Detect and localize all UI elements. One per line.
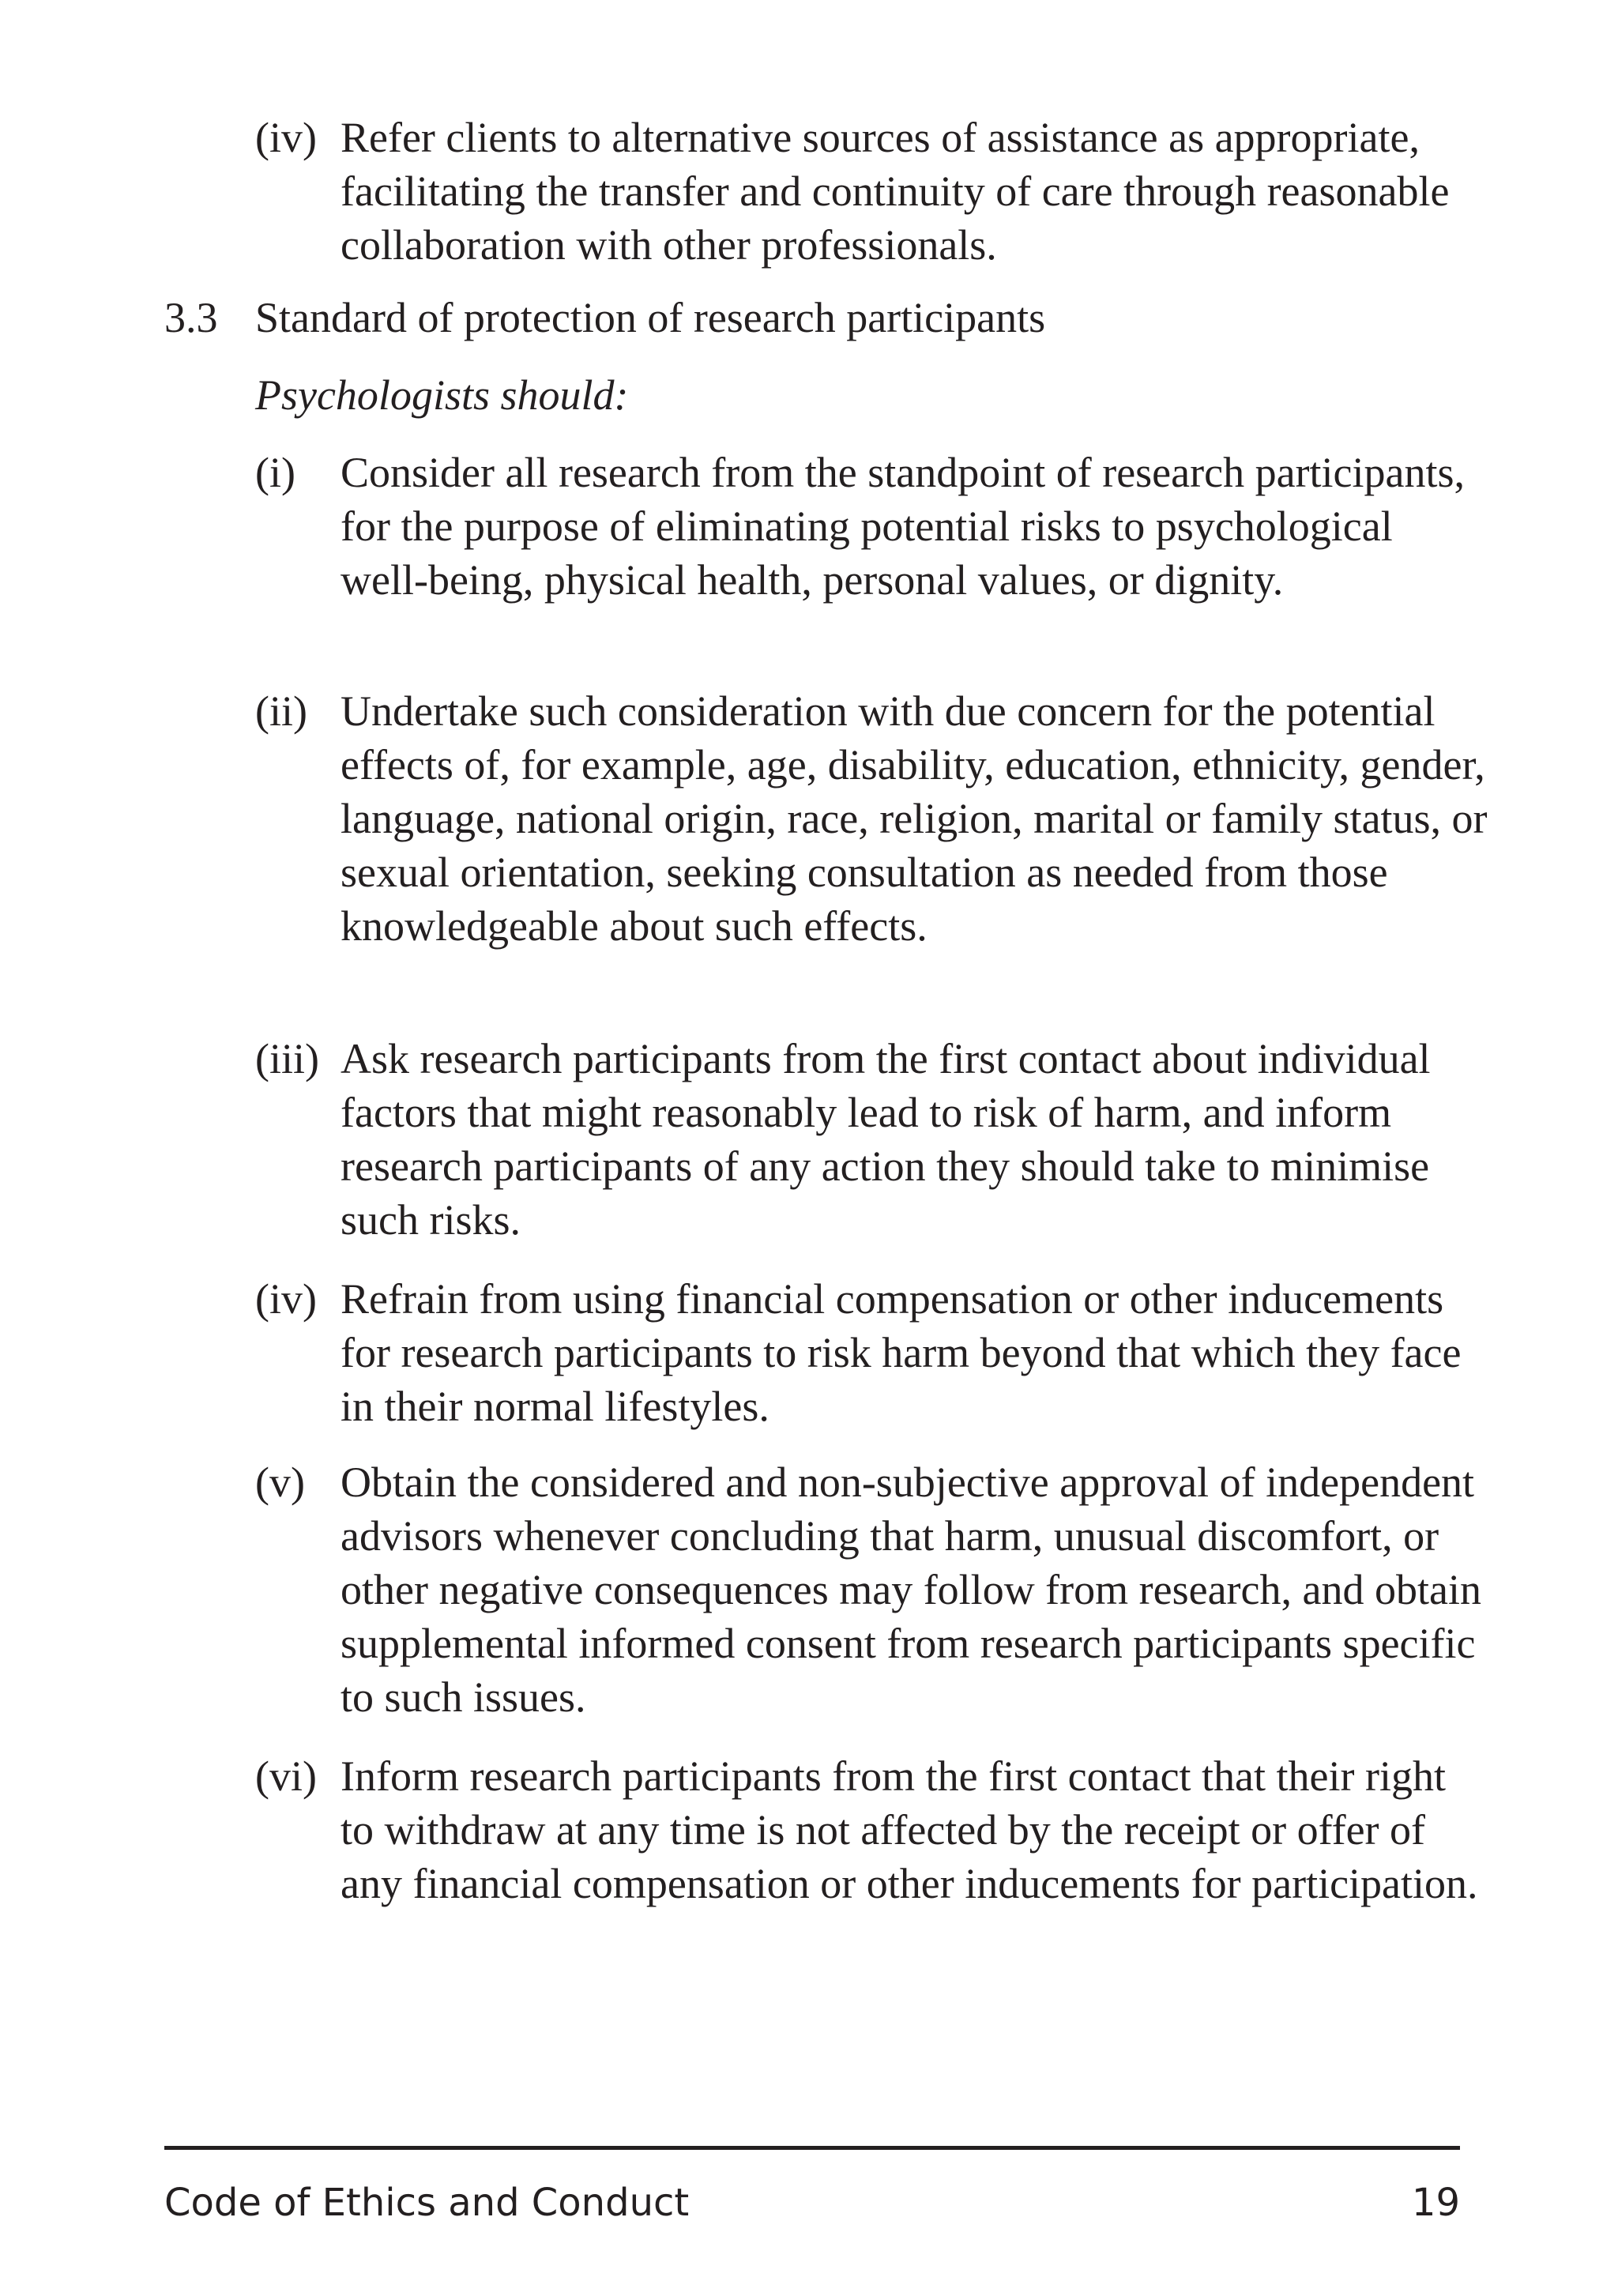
list-item-text: Consider all research from the standpoint of research participants, for the purpose of eliminating potential risks to psychological well-being, physical health, personal values, or dignity. [341,449,1465,604]
list-item-number: (iv) [255,1275,317,1323]
list-item-text: Undertake such consideration with due concern for the potential effects of, for example, age, disability, education, ethnicity, gender, language, national origin, race, religion, marital or family status, or sexual orientation, seeking consultation as needed from those knowledgeable about such effects. [341,687,1488,950]
list-item-number: (vi) [255,1752,317,1800]
section-intro: Psychologists should: [255,371,629,419]
list-item-continued [255,111,1488,272]
list-item-text: Inform research participants from the first contact that their right to withdraw at any time is not affected by the receipt or offer of any financial compensation or other inducements for participation. [341,1752,1478,1907]
list-item-text: Refrain from using financial compensation or other inducements for research participants to risk harm beyond that which they face in their normal lifestyles. [341,1275,1462,1430]
footer-title: Code of Ethics and Conduct [164,2181,690,2225]
list-item [255,446,1488,607]
footer-rule [164,2146,1460,2150]
section-number: 3.3 [164,294,218,341]
list-item-number: (i) [255,449,295,496]
list-item-number: (v) [255,1459,305,1506]
list-item-text: Obtain the considered and non-subjective approval of independent advisors whenever concluding that harm, unusual discomfort, or other negative consequences may follow from research, and obtain supplemental informed consent from research participants specific to such issues. [341,1459,1481,1721]
page-number: 19 [1411,2181,1460,2225]
list-item [255,1455,1488,1724]
list-item-number: (iv) [255,114,317,161]
list-item-text: Ask research participants from the first contact about individual factors that might reasonably lead to risk of harm, and inform research participants of any action they should take to minimise such risks. [341,1035,1431,1244]
list-item [255,1032,1488,1247]
list-item-text: Refer clients to alternative sources of assistance as appropriate, facilitating the transfer and continuity of care through reasonable collaboration with other professionals. [341,114,1450,269]
list-item [255,1272,1488,1433]
list-item [255,1749,1488,1910]
list-item-number: (iii) [255,1035,319,1082]
list-item-number: (ii) [255,687,307,735]
section-title: Standard of protection of research participants [255,294,1046,341]
section-heading [164,291,1492,344]
list-item [255,684,1488,953]
